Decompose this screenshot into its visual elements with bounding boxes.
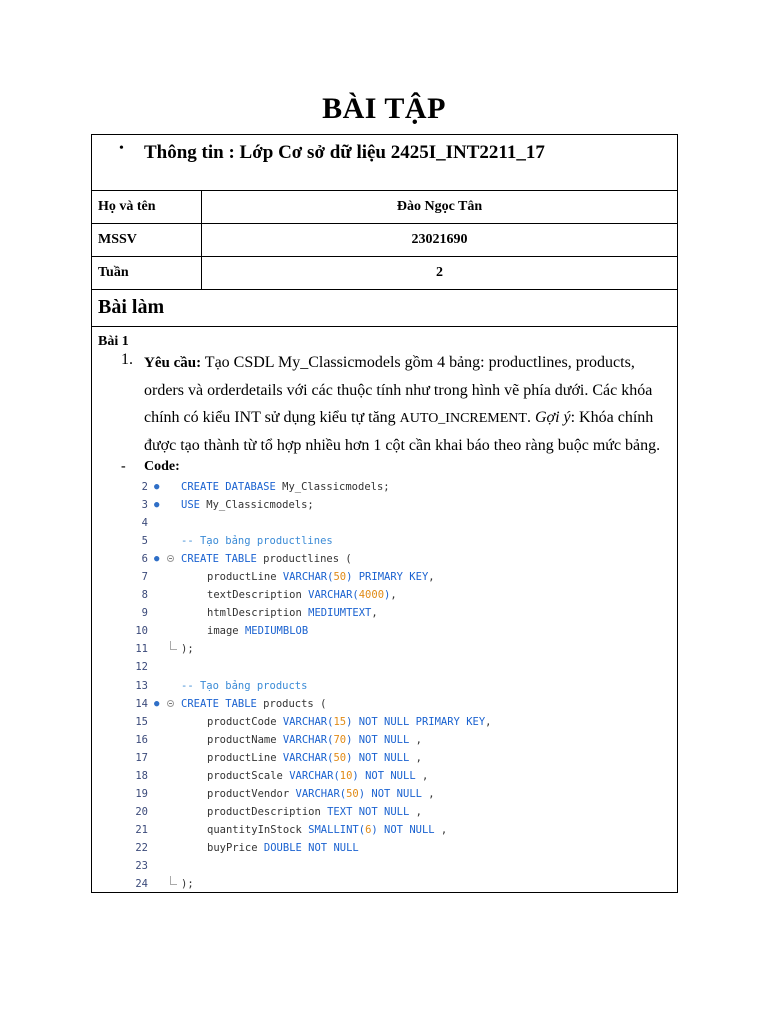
week-label: Tuần bbox=[98, 265, 129, 280]
line-number: 17 bbox=[135, 751, 148, 764]
requirement-part-3: : Khóa chính được tạo thành từ tổ hợp nhiều hơn 1 cột cần khai báo theo ràng buộc mức bảng. bbox=[144, 409, 661, 454]
code-line: 3 ● USE My_Classicmodels; bbox=[132, 496, 612, 514]
code-line: 10 image MEDIUMBLOB bbox=[132, 622, 612, 640]
code-line: 11 ); bbox=[132, 640, 612, 658]
line-number: 11 bbox=[135, 643, 148, 656]
line-number: 24 bbox=[135, 878, 148, 891]
requirement-part-1: Tạo CSDL My_Classicmodels gồm 4 bảng: productlines, products, orders và orderdetails với các thuộc tính như trong hình vẽ phía dưới. Các khóa chính có kiểu INT sử dụng kiểu tự tăng bbox=[144, 354, 653, 426]
requirement-text bbox=[144, 349, 674, 459]
code-line: 8 textDescription VARCHAR(4000), bbox=[132, 586, 612, 604]
code-line: 9 htmlDescription MEDIUMTEXT, bbox=[132, 604, 612, 622]
line-number: 10 bbox=[135, 625, 148, 638]
code-line bbox=[132, 857, 612, 875]
fold-end-icon bbox=[170, 641, 177, 650]
class-info: Thông tin : Lớp Cơ sở dữ liệu 2425I_INT2211_17 bbox=[144, 142, 545, 163]
code-line: 19 productVendor VARCHAR(50) NOT NULL , bbox=[132, 785, 612, 803]
line-number: 20 bbox=[135, 805, 148, 818]
statement-marker-icon: ● bbox=[154, 554, 160, 565]
section-heading: Bài làm bbox=[98, 296, 165, 318]
code-line: 15 productCode VARCHAR(15) NOT NULL PRIMARY KEY, bbox=[132, 713, 612, 731]
info-row bbox=[92, 135, 677, 191]
line-number: 19 bbox=[135, 787, 148, 800]
line-number: 18 bbox=[135, 769, 148, 782]
section-heading-row bbox=[92, 290, 677, 327]
line-number: 7 bbox=[141, 571, 148, 584]
statement-marker-icon: ● bbox=[154, 500, 160, 511]
student-id-row bbox=[92, 224, 677, 257]
requirement-label: Yêu cầu: bbox=[144, 355, 202, 371]
page-title: BÀI TẬP bbox=[322, 92, 446, 125]
code-line: 24 ); bbox=[132, 875, 612, 893]
line-number: 3 bbox=[141, 499, 148, 512]
auto-increment-keyword: AUTO_INCREMENT bbox=[399, 411, 527, 426]
statement-marker-icon: ● bbox=[154, 698, 160, 709]
week-value: 2 bbox=[436, 265, 443, 280]
code-line: 16 productName VARCHAR(70) NOT NULL , bbox=[132, 731, 612, 749]
statement-marker-icon: ● bbox=[154, 482, 160, 492]
code-line: 20 productDescription TEXT NOT NULL , bbox=[132, 803, 612, 821]
code-line: 13 -- Tạo bảng products bbox=[132, 677, 612, 695]
line-number: 9 bbox=[141, 607, 148, 620]
line-number: 22 bbox=[135, 841, 148, 854]
requirement-part-2: . bbox=[526, 409, 535, 426]
week-row bbox=[92, 257, 677, 290]
code-line: 7 productLine VARCHAR(50) PRIMARY KEY, bbox=[132, 568, 612, 586]
code-line: 22 buyPrice DOUBLE NOT NULL bbox=[132, 839, 612, 857]
fold-toggle-icon[interactable] bbox=[167, 555, 174, 562]
requirement-number: 1. bbox=[121, 351, 133, 368]
code-line: 18 productScale VARCHAR(10) NOT NULL , bbox=[132, 767, 612, 785]
line-number: 23 bbox=[135, 859, 148, 872]
exercise-body bbox=[92, 327, 677, 892]
code-line: 21 quantityInStock SMALLINT(6) NOT NULL , bbox=[132, 821, 612, 839]
line-number: 13 bbox=[135, 679, 148, 692]
code-line: 6 ● CREATE TABLE productlines ( bbox=[132, 550, 612, 568]
name-row bbox=[92, 191, 677, 224]
fold-end-icon bbox=[170, 876, 177, 885]
code-line: 14 ● CREATE TABLE products ( bbox=[132, 695, 612, 713]
line-number: 6 bbox=[141, 553, 148, 566]
name-label: Họ và tên bbox=[98, 199, 156, 214]
line-number: 4 bbox=[141, 517, 148, 530]
line-number: 2 bbox=[141, 481, 148, 493]
line-number: 12 bbox=[135, 661, 148, 674]
name-value: Đào Ngọc Tân bbox=[396, 199, 483, 214]
student-id-label: MSSV bbox=[98, 232, 137, 247]
line-number: 15 bbox=[135, 715, 148, 728]
code-screenshot bbox=[132, 478, 612, 893]
code-line: 5 -- Tạo bảng productlines bbox=[132, 532, 612, 550]
hint-label: Gợi ý bbox=[534, 409, 571, 426]
code-dash: - bbox=[121, 459, 126, 474]
code-label: Code: bbox=[144, 459, 180, 474]
fold-toggle-icon[interactable] bbox=[167, 700, 174, 707]
assignment-frame bbox=[91, 134, 678, 893]
code-line: 2 ● CREATE DATABASE My_Classicmodels; bbox=[132, 478, 612, 496]
line-number: 16 bbox=[135, 733, 148, 746]
exercise-label: Bài 1 bbox=[98, 334, 129, 349]
line-number: 8 bbox=[141, 589, 148, 602]
code-line bbox=[132, 658, 612, 676]
bullet: • bbox=[119, 141, 124, 156]
line-number: 21 bbox=[135, 823, 148, 836]
line-number: 14 bbox=[135, 697, 148, 710]
student-id-value: 23021690 bbox=[411, 232, 468, 247]
code-line bbox=[132, 514, 612, 532]
line-number: 5 bbox=[141, 535, 148, 548]
code-line: 17 productLine VARCHAR(50) NOT NULL , bbox=[132, 749, 612, 767]
